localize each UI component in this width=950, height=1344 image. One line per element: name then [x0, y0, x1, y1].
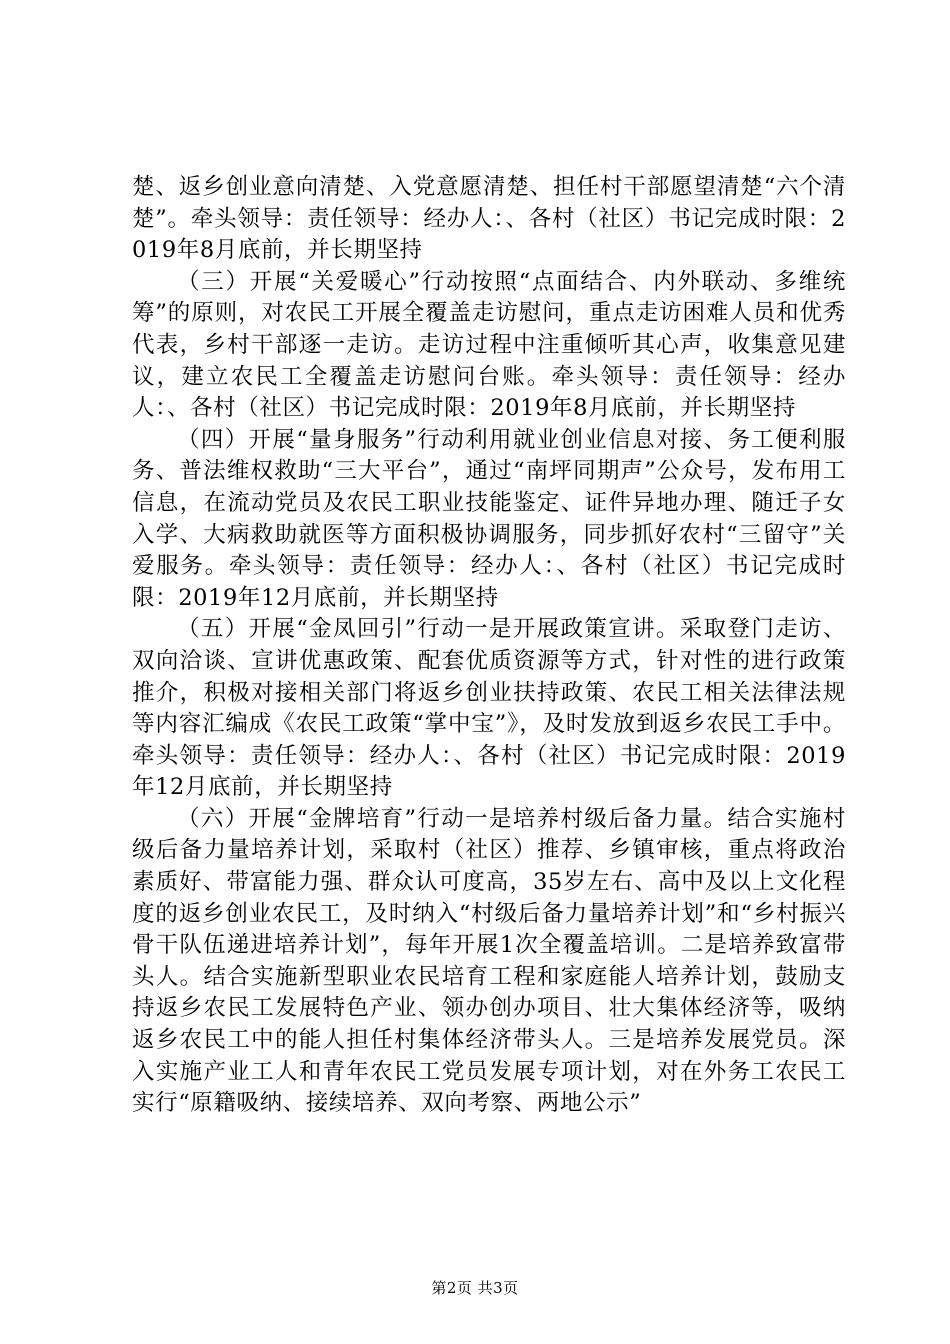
paragraph-2: （三）开展“关爱暖心”行动按照“点面结合、内外联动、多维统筹”的原则，对农民工开展全覆盖走访慰问，重点走访困难人员和优秀代表，乡村干部逐一走访。走访过程中注重倾听其心声，收集意见建议，建立农民工全覆盖走访慰问台账。牵头领导：责任领导：经办人：、各村（社区）书记完成时限：2019年8月底前，并长期坚持 [132, 268, 846, 422]
page-number-footer: 第2页 共3页 [431, 1279, 519, 1297]
document-body [132, 172, 846, 1120]
paragraph-5: （六）开展“金牌培育”行动一是培养村级后备力量。结合实施村级后备力量培养计划，采取村（社区）推荐、乡镇审核，重点将政治素质好、带富能力强、群众认可度高，35岁左右、高中及以上文化程度的返乡创业农民工，及时纳入“村级后备力量培养计划”和“乡村振兴骨干队伍递进培养计划”，每年开展1次全覆盖培训。二是培养致富带头人。结合实施新型职业农民培育工程和家庭能人培养计划，鼓励支持返乡农民工发展特色产业、领办创办项目、壮大集体经济等，吸纳返乡农民工中的能人担任村集体经济带头人。三是培养发展党员。深入实施产业工人和青年农民工党员发展专项计划，对在外务工农民工实行“原籍吸纳、接续培养、双向考察、两地公示” [132, 805, 846, 1117]
paragraph-3: （四）开展“量身服务”行动利用就业创业信息对接、务工便利服务、普法维权救助“三大平台”，通过“南坪同期声”公众号，发布用工信息，在流动党员及农民工职业技能鉴定、证件异地办理、随迁子女入学、大病救助就医等方面积极协调服务，同步抓好农村“三留守”关爱服务。牵头领导：责任领导：经办人：、各村（社区）书记完成时限：2019年12月底前，并长期坚持 [132, 426, 846, 611]
paragraph-4: （五）开展“金凤回引”行动一是开展政策宣讲。采取登门走访、双向洽谈、宣讲优惠政策、配套优质资源等方式，针对性的进行政策推介，积极对接相关部门将返乡创业扶持政策、农民工相关法律法规等内容汇编成《农民工政策“掌中宝”》，及时发放到返乡农民工手中。牵头领导：责任领导：经办人：、各村（社区）书记完成时限：2019年12月底前，并长期坚持 [132, 616, 846, 801]
paragraph-1: 楚、返乡创业意向清楚、入党意愿清楚、担任村干部愿望清楚“六个清楚”。牵头领导：责任领导：经办人：、各村（社区）书记完成时限：2019年8月底前，并长期坚持 [132, 174, 846, 264]
